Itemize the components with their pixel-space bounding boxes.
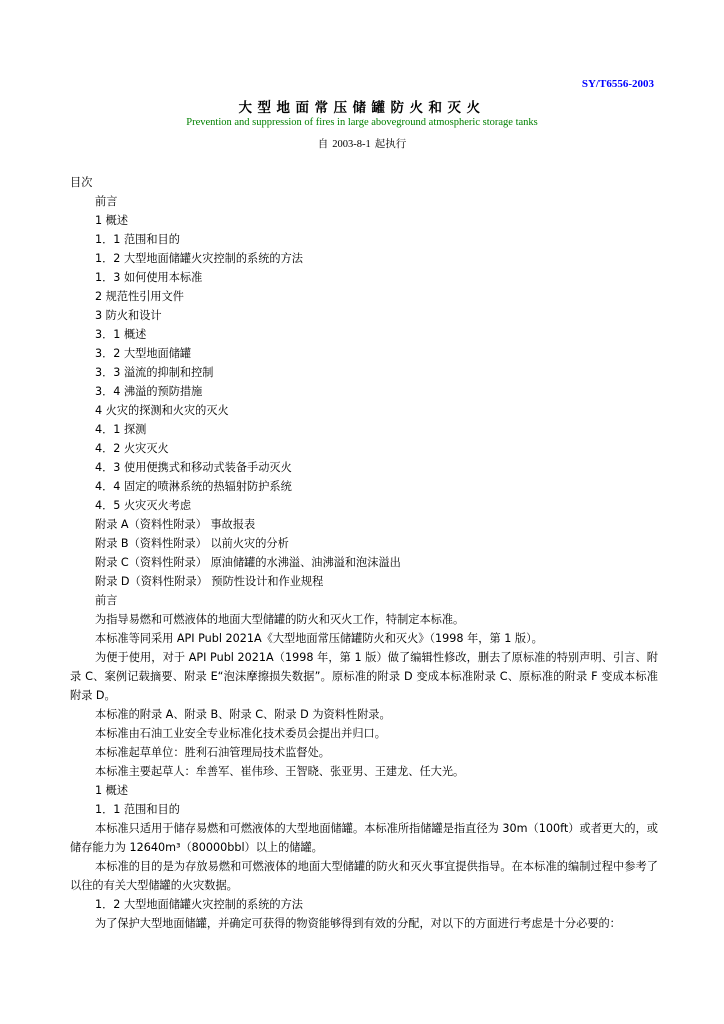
- toc-item: 3．3 溢流的抑制和控制: [95, 366, 214, 379]
- effective-suffix: 起执行: [374, 138, 407, 150]
- document-body: [70, 173, 658, 933]
- toc-item: 4．4 固定的喷淋系统的热辐射防护系统: [95, 480, 292, 493]
- foreword-paragraph: 本标准由石油工业安全专业标准化技术委员会提出并归口。: [95, 727, 386, 740]
- toc-item: 附录 C（资料性附录） 原油储罐的水沸溢、油沸溢和泡沫溢出: [95, 556, 401, 569]
- toc-heading: 目次: [70, 176, 93, 189]
- toc-item: 4．5 火灾灭火考虑: [95, 499, 192, 512]
- body-paragraph: 本标准的目的是为存放易燃和可燃液体的地面大型储罐的防火和灭火事宜提供指导。在本标准的编制过程中参考了以往的有关大型储罐的火灾数据。: [70, 860, 658, 892]
- document-title-english: Prevention and suppression of fires in large aboveground atmospheric storage tanks: [186, 117, 538, 128]
- effective-prefix: 自: [317, 138, 329, 150]
- toc-item: 1 概述: [95, 214, 129, 227]
- toc-item: 附录 A（资料性附录） 事故报表: [95, 518, 256, 531]
- toc-item: 附录 D（资料性附录） 预防性设计和作业规程: [95, 575, 324, 588]
- foreword-paragraph: 本标准起草单位：胜利石油管理局技术监督处。: [95, 746, 330, 759]
- toc-item: 前言: [95, 195, 118, 208]
- toc-item: 1．1 范围和目的: [95, 233, 180, 246]
- toc-item: 3 防火和设计: [95, 309, 162, 322]
- toc-item: 1．2 大型地面储罐火灾控制的系统的方法: [95, 252, 303, 265]
- foreword-paragraph: 本标准等同采用 API Publ 2021A《大型地面常压储罐防火和灭火》（1998 年，第 1 版）。: [95, 632, 543, 645]
- toc-item: 3．1 概述: [95, 328, 147, 341]
- effective-date: 2003-8-1: [332, 139, 371, 150]
- foreword-paragraph: 本标准主要起草人：牟善军、崔伟珍、王智晓、张亚男、王建龙、任大光。: [95, 765, 465, 778]
- toc-item: 1．3 如何使用本标准: [95, 271, 203, 284]
- foreword-paragraph: 为便于使用，对于 API Publ 2021A（1998 年，第 1 版）做了编辑性修改，删去了原标准的特别声明、引言、附录 C、案例记载摘要、附录 E“泡沫摩擦损失数据”。原标准的附录 D 变成本标准附录 C、原标准的附录 F 变成本标准附录 D。: [70, 651, 658, 702]
- section-heading: 1 概述: [95, 784, 129, 797]
- body-paragraph: 本标准只适用于储存易燃和可燃液体的大型地面储罐。本标准所指储罐是指直径为 30m（100ft）或者更大的，或储存能力为 12640m³（80000bbl）以上的储罐。: [70, 822, 658, 854]
- foreword-heading: 前言: [95, 594, 118, 607]
- toc-item: 2 规范性引用文件: [95, 290, 184, 303]
- toc-item: 4 火灾的探测和火灾的灭火: [95, 404, 229, 417]
- toc-item: 3．2 大型地面储罐: [95, 347, 192, 360]
- document-title: 大型地面常压储罐防火和灭火: [238, 100, 486, 116]
- body-paragraph: 为了保护大型地面储罐，并确定可获得的物资能够得到有效的分配，对以下的方面进行考虑是十分必要的：: [95, 917, 621, 930]
- standard-number: SY/T6556-2003: [581, 78, 654, 90]
- toc-item: 附录 B（资料性附录） 以前火灾的分析: [95, 537, 289, 550]
- toc-list: [70, 192, 658, 591]
- toc-item: 4．1 探测: [95, 423, 147, 436]
- effective-date-line: [0, 136, 724, 151]
- toc-item: 4．2 火灾灭火: [95, 442, 169, 455]
- foreword-paragraph: 为指导易燃和可燃液体的地面大型储罐的防火和灭火工作，特制定本标准。: [95, 613, 465, 626]
- toc-item: 4．3 使用便携式和移动式装备手动灭火: [95, 461, 292, 474]
- foreword-paragraph: 本标准的附录 A、附录 B、附录 C、附录 D 为资料性附录。: [95, 708, 391, 721]
- subsection-heading: 1．1 范围和目的: [95, 803, 180, 816]
- subsection-heading: 1．2 大型地面储罐火灾控制的系统的方法: [95, 898, 303, 911]
- toc-item: 3．4 沸溢的预防措施: [95, 385, 203, 398]
